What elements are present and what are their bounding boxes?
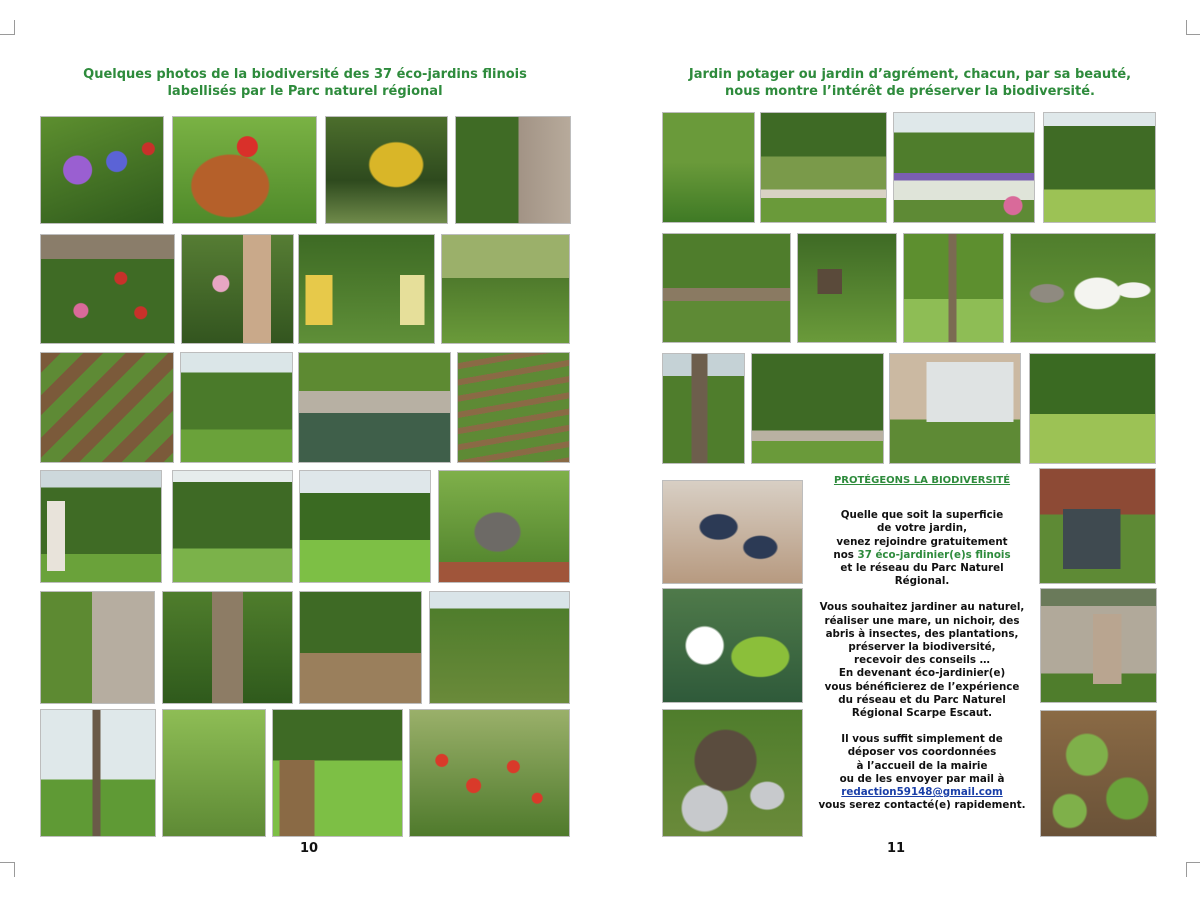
info-line: Il vous suffit simplement de bbox=[841, 733, 1003, 746]
photo-birdhouse-rose bbox=[181, 234, 294, 344]
photo-hen bbox=[172, 116, 317, 224]
photo-water-lily-frog bbox=[662, 588, 803, 703]
info-line: ou de les envoyer par mail à bbox=[839, 772, 1005, 785]
photo-bean-teepee bbox=[760, 112, 887, 223]
photo-wall-planters bbox=[40, 591, 155, 704]
info-paragraph-1 bbox=[809, 509, 1035, 588]
right-page-number: 11 bbox=[887, 841, 906, 856]
crop-mark-bottom-left bbox=[0, 862, 15, 877]
info-line: et le réseau du Parc Naturel bbox=[840, 562, 1004, 575]
info-box bbox=[809, 474, 1035, 832]
photo-greenhouse bbox=[889, 353, 1021, 464]
photo-lawn-trees bbox=[172, 470, 293, 583]
info-heading: PROTÉGEONS LA BIODIVERSITÉ bbox=[833, 475, 1011, 486]
photo-swallows bbox=[662, 480, 803, 584]
info-line: du réseau et du Parc Naturel bbox=[838, 693, 1006, 706]
photo-hedgehog bbox=[662, 709, 803, 837]
crop-mark-top-left bbox=[0, 20, 15, 35]
left-title-line-1: Quelques photos de la biodiversité des 37 éco-jardins flinois bbox=[83, 67, 527, 82]
photo-geese bbox=[1010, 233, 1156, 343]
info-line: venez rejoindre gratuitement bbox=[836, 535, 1008, 548]
photo-old-tree-ladder bbox=[162, 591, 293, 704]
photo-vegetable-rows bbox=[457, 352, 570, 463]
photo-potting-shed bbox=[662, 233, 791, 343]
info-line: préserver la biodiversité, bbox=[848, 641, 996, 654]
info-paragraph-2 bbox=[809, 601, 1035, 720]
left-page-number: 10 bbox=[300, 841, 319, 856]
photo-beehives bbox=[298, 234, 435, 344]
crop-mark-top-right bbox=[1186, 20, 1200, 35]
right-title-line-1: Jardin potager ou jardin d’agrément, chacun, par sa beauté, bbox=[688, 67, 1132, 82]
photo-potager bbox=[299, 591, 422, 704]
photo-tall-tree-meadow bbox=[40, 709, 156, 837]
photo-hanging-birdhouse bbox=[797, 233, 897, 343]
photo-squash-leaves bbox=[1040, 710, 1157, 837]
photo-green-lawn bbox=[299, 470, 431, 583]
photo-garden-path bbox=[180, 352, 293, 463]
photo-flower-border bbox=[893, 112, 1035, 223]
photo-garden-steps bbox=[429, 591, 570, 704]
info-paragraph-3 bbox=[809, 733, 1035, 812]
email-link[interactable]: redaction59148@gmail.com bbox=[841, 786, 1003, 799]
info-line: de votre jardin, bbox=[877, 522, 967, 535]
photo-raised-beds bbox=[40, 352, 174, 463]
photo-wild-meadow bbox=[162, 709, 266, 837]
photo-fruit-tree bbox=[903, 233, 1004, 343]
info-line: déposer vos coordonnées bbox=[847, 746, 997, 759]
photo-willow-garden bbox=[441, 234, 570, 344]
info-line: réaliser une mare, un nichoir, des bbox=[824, 614, 1020, 627]
photo-pond-rocks bbox=[298, 352, 451, 463]
info-line: En devenant éco-jardinier(e) bbox=[838, 667, 1006, 680]
info-line: abris à insectes, des plantations, bbox=[825, 627, 1019, 640]
photo-yellow-shrub bbox=[325, 116, 448, 224]
photo-vegetable-garden bbox=[662, 112, 755, 223]
photo-woodpile bbox=[272, 709, 403, 837]
photo-compost-bin bbox=[1039, 468, 1156, 584]
left-page-title bbox=[40, 66, 570, 100]
photo-rain-barrel bbox=[1040, 588, 1157, 703]
left-title-line-2: labellisés par le Parc naturel régional bbox=[167, 84, 443, 99]
info-line: Régional Scarpe Escaut. bbox=[851, 707, 993, 720]
photo-roses bbox=[40, 234, 175, 344]
info-line: nos bbox=[833, 548, 854, 561]
photo-nest-box-tree bbox=[662, 353, 745, 464]
info-line: vous bénéficierez de l’expérience bbox=[824, 680, 1020, 693]
info-line: Vous souhaitez jardiner au naturel, bbox=[819, 601, 1025, 614]
info-line: recevoir des conseils … bbox=[854, 654, 990, 667]
photo-pigeon-birdbath bbox=[438, 470, 570, 583]
photo-cornflowers bbox=[40, 116, 164, 224]
photo-herb-bed bbox=[751, 353, 884, 464]
info-line: vous serez contacté(e) rapidement. bbox=[818, 799, 1026, 812]
right-title-line-2: nous montre l’intérêt de préserver la biodiversité. bbox=[725, 84, 1095, 99]
photo-statue-shed bbox=[40, 470, 162, 583]
info-line-highlight: 37 éco-jardinier(e)s flinois bbox=[857, 548, 1011, 561]
info-line: Régional. bbox=[894, 575, 950, 588]
photo-brick-wall-garden bbox=[455, 116, 571, 224]
right-page-title bbox=[660, 66, 1160, 100]
info-line: Quelle que soit la superficie bbox=[840, 509, 1004, 522]
photo-orchard-lawn bbox=[1043, 112, 1156, 223]
crop-mark-bottom-right bbox=[1186, 862, 1200, 877]
photo-grass-corner bbox=[1029, 353, 1156, 464]
photo-poppies bbox=[409, 709, 570, 837]
info-line: à l’accueil de la mairie bbox=[856, 759, 988, 772]
